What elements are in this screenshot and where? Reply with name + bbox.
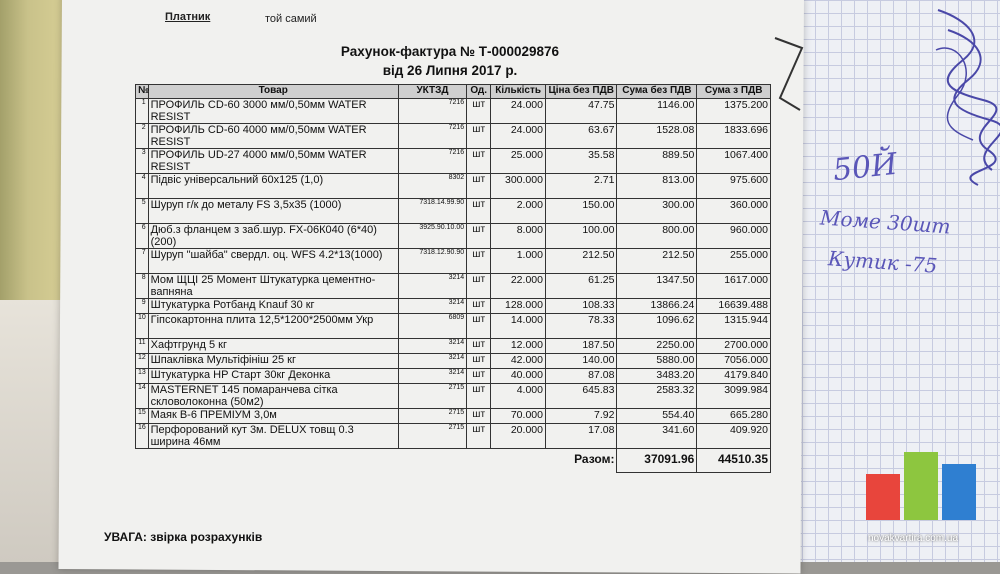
row-unit: шт (467, 274, 491, 299)
row-code: 3214 (398, 274, 466, 299)
table-row (136, 249, 771, 274)
row-no: 16 (136, 424, 149, 449)
row-qty: 14.000 (491, 314, 546, 339)
row-code: 3214 (398, 299, 466, 314)
row-price: 100.00 (545, 224, 616, 249)
row-product: Дюб.з фланцем з заб.шур. FX-06К040 (6*40) (200) (148, 224, 398, 249)
row-sum: 813.00 (617, 174, 697, 199)
row-unit: шт (467, 314, 491, 339)
row-no: 8 (136, 274, 149, 299)
table-row (136, 314, 771, 339)
row-product: Мом ЩЦІ 25 Момент Штукатурка цементно-вапняна (148, 274, 398, 299)
row-no: 14 (136, 384, 149, 409)
row-no: 4 (136, 174, 149, 199)
row-unit: шт (467, 299, 491, 314)
col-header-no: № (136, 85, 149, 99)
row-qty: 42.000 (491, 354, 546, 369)
row-sum-vat: 1375.200 (697, 99, 771, 124)
total-sum: 37091.96 (617, 449, 697, 473)
total-sum-vat: 44510.35 (697, 449, 771, 473)
row-qty: 1.000 (491, 249, 546, 274)
row-sum-vat: 1833.696 (697, 124, 771, 149)
row-product: Маяк В-6 ПРЕМІУМ 3,0м (148, 409, 398, 424)
row-product: Шуруп г/к до металу FS 3,5х35 (1000) (148, 199, 398, 224)
row-qty: 2.000 (491, 199, 546, 224)
row-product: Гіпсокартонна плита 12,5*1200*2500мм Укр (148, 314, 398, 339)
row-product: Шпаклівка Мультіфініш 25 кг (148, 354, 398, 369)
row-unit: шт (467, 149, 491, 174)
row-unit: шт (467, 99, 491, 124)
row-qty: 40.000 (491, 369, 546, 384)
table-row (136, 199, 771, 224)
row-sum: 212.50 (617, 249, 697, 274)
total-row (136, 449, 771, 473)
row-product: Шуруп "шайба" свердл. оц. WFS 4.2*13(1000) (148, 249, 398, 274)
row-qty: 70.000 (491, 409, 546, 424)
table-row (136, 99, 771, 124)
row-sum: 1528.08 (617, 124, 697, 149)
row-qty: 20.000 (491, 424, 546, 449)
row-no: 6 (136, 224, 149, 249)
row-sum-vat: 360.000 (697, 199, 771, 224)
row-sum-vat: 1067.400 (697, 149, 771, 174)
row-unit: шт (467, 224, 491, 249)
row-price: 63.67 (545, 124, 616, 149)
row-sum-vat: 255.000 (697, 249, 771, 274)
row-code: 7318.12.90.90 (398, 249, 466, 274)
row-sum-vat: 3099.984 (697, 384, 771, 409)
row-unit: шт (467, 384, 491, 409)
pen-scribble (928, 0, 1000, 190)
table-row (136, 369, 771, 384)
table-row (136, 274, 771, 299)
row-product: ПРОФИЛЬ CD-60 4000 мм/0,50мм WATER RESIST (148, 124, 398, 149)
row-sum-vat: 975.600 (697, 174, 771, 199)
row-unit: шт (467, 354, 491, 369)
invoice-date: від 26 Липня 2017 р. (382, 63, 518, 78)
row-price: 645.83 (545, 384, 616, 409)
row-product: Штукатурка Ротбанд Knauf 30 кг (148, 299, 398, 314)
row-price: 2.71 (545, 174, 616, 199)
col-header-qty: Кількість (491, 85, 546, 99)
table-row (136, 299, 771, 314)
row-qty: 22.000 (491, 274, 546, 299)
row-sum: 1347.50 (617, 274, 697, 299)
handwritten-note-2: Моме 30шт (819, 205, 952, 239)
row-no: 5 (136, 199, 149, 224)
row-product: MASTERNET 145 помаранчева сітка скловолоконна (50м2) (148, 384, 398, 409)
invoice-title: Рахунок-фактура № Т-000029876 (340, 44, 560, 59)
row-code: 3214 (398, 339, 466, 354)
handwritten-note-3: Кутик -75 (827, 246, 939, 278)
row-unit: шт (467, 199, 491, 224)
row-code: 7216 (398, 124, 466, 149)
row-qty: 8.000 (491, 224, 546, 249)
warning-text: УВАГА: звірка розрахунків (104, 530, 263, 544)
row-price: 35.58 (545, 149, 616, 174)
row-no: 2 (136, 124, 149, 149)
payer-label: Платник (165, 11, 211, 23)
row-price: 47.75 (545, 99, 616, 124)
row-no: 1 (136, 99, 149, 124)
row-no: 15 (136, 409, 149, 424)
row-qty: 24.000 (491, 124, 546, 149)
table-row (136, 384, 771, 409)
table-row (136, 124, 771, 149)
col-header-unit: Од. (467, 85, 491, 99)
row-code: 2715 (398, 384, 466, 409)
table-row (136, 339, 771, 354)
row-sum-vat: 960.000 (697, 224, 771, 249)
row-sum-vat: 7056.000 (697, 354, 771, 369)
row-unit: шт (467, 339, 491, 354)
table-row (136, 149, 771, 174)
row-no: 3 (136, 149, 149, 174)
row-sum: 554.40 (617, 409, 697, 424)
row-price: 78.33 (545, 314, 616, 339)
row-unit: шт (467, 249, 491, 274)
row-no: 11 (136, 339, 149, 354)
row-price: 7.92 (545, 409, 616, 424)
total-label: Разом: (574, 452, 615, 466)
row-unit: шт (467, 174, 491, 199)
table-header-row (136, 85, 771, 99)
row-sum: 300.00 (617, 199, 697, 224)
row-unit: шт (467, 409, 491, 424)
row-sum: 2250.00 (617, 339, 697, 354)
row-sum-vat: 409.920 (697, 424, 771, 449)
col-header-code: УКТЗД (398, 85, 466, 99)
row-sum-vat: 1315.944 (697, 314, 771, 339)
invoice-table (135, 84, 771, 473)
table-row (136, 224, 771, 249)
row-product: Хафтгрунд 5 кг (148, 339, 398, 354)
row-code: 3925.90.10.00 (398, 224, 466, 249)
row-qty: 4.000 (491, 384, 546, 409)
table-row (136, 424, 771, 449)
row-qty: 25.000 (491, 149, 546, 174)
row-sum: 1146.00 (617, 99, 697, 124)
row-no: 12 (136, 354, 149, 369)
handwritten-note-1: 50Й (831, 146, 899, 189)
row-qty: 24.000 (491, 99, 546, 124)
row-sum: 341.60 (617, 424, 697, 449)
watermark-url: novakvartira.com.ua (868, 533, 959, 544)
row-code: 2715 (398, 409, 466, 424)
row-price: 150.00 (545, 199, 616, 224)
row-sum: 1096.62 (617, 314, 697, 339)
row-price: 140.00 (545, 354, 616, 369)
row-no: 7 (136, 249, 149, 274)
row-unit: шт (467, 424, 491, 449)
row-code: 3214 (398, 354, 466, 369)
row-code: 8302 (398, 174, 466, 199)
row-price: 212.50 (545, 249, 616, 274)
row-code: 7318.14.99.90 (398, 199, 466, 224)
row-price: 187.50 (545, 339, 616, 354)
table-row (136, 174, 771, 199)
col-header-sum-vat: Сума з ПДВ (697, 85, 771, 99)
row-product: Перфорований кут 3м. DELUX товщ 0.3 ширина 46мм (148, 424, 398, 449)
row-code: 6809 (398, 314, 466, 339)
pen-mark (770, 28, 810, 118)
site-logo (866, 452, 978, 524)
table-row (136, 354, 771, 369)
row-sum-vat: 2700.000 (697, 339, 771, 354)
row-no: 13 (136, 369, 149, 384)
row-code: 3214 (398, 369, 466, 384)
row-unit: шт (467, 369, 491, 384)
row-code: 7216 (398, 149, 466, 174)
row-product: ПРОФИЛЬ UD-27 4000 мм/0,50мм WATER RESIST (148, 149, 398, 174)
row-sum-vat: 16639.488 (697, 299, 771, 314)
row-sum-vat: 4179.840 (697, 369, 771, 384)
row-price: 87.08 (545, 369, 616, 384)
row-sum: 2583.32 (617, 384, 697, 409)
row-code: 2715 (398, 424, 466, 449)
payer-value: той самий (265, 13, 317, 25)
row-sum-vat: 1617.000 (697, 274, 771, 299)
row-qty: 128.000 (491, 299, 546, 314)
col-header-price: Ціна без ПДВ (545, 85, 616, 99)
row-sum-vat: 665.280 (697, 409, 771, 424)
row-no: 9 (136, 299, 149, 314)
row-code: 7216 (398, 99, 466, 124)
col-header-sum: Сума без ПДВ (617, 85, 697, 99)
row-unit: шт (467, 124, 491, 149)
row-sum: 5880.00 (617, 354, 697, 369)
row-price: 61.25 (545, 274, 616, 299)
row-qty: 12.000 (491, 339, 546, 354)
row-qty: 300.000 (491, 174, 546, 199)
row-price: 17.08 (545, 424, 616, 449)
row-product: Штукатурка HP Старт 30кг Деконка (148, 369, 398, 384)
row-sum: 889.50 (617, 149, 697, 174)
row-no: 10 (136, 314, 149, 339)
row-price: 108.33 (545, 299, 616, 314)
table-row (136, 409, 771, 424)
row-sum: 3483.20 (617, 369, 697, 384)
row-product: ПРОФИЛЬ CD-60 3000 мм/0,50мм WATER RESIST (148, 99, 398, 124)
col-header-product: Товар (148, 85, 398, 99)
row-sum: 800.00 (617, 224, 697, 249)
row-sum: 13866.24 (617, 299, 697, 314)
row-product: Підвіс універсальний 60х125 (1,0) (148, 174, 398, 199)
